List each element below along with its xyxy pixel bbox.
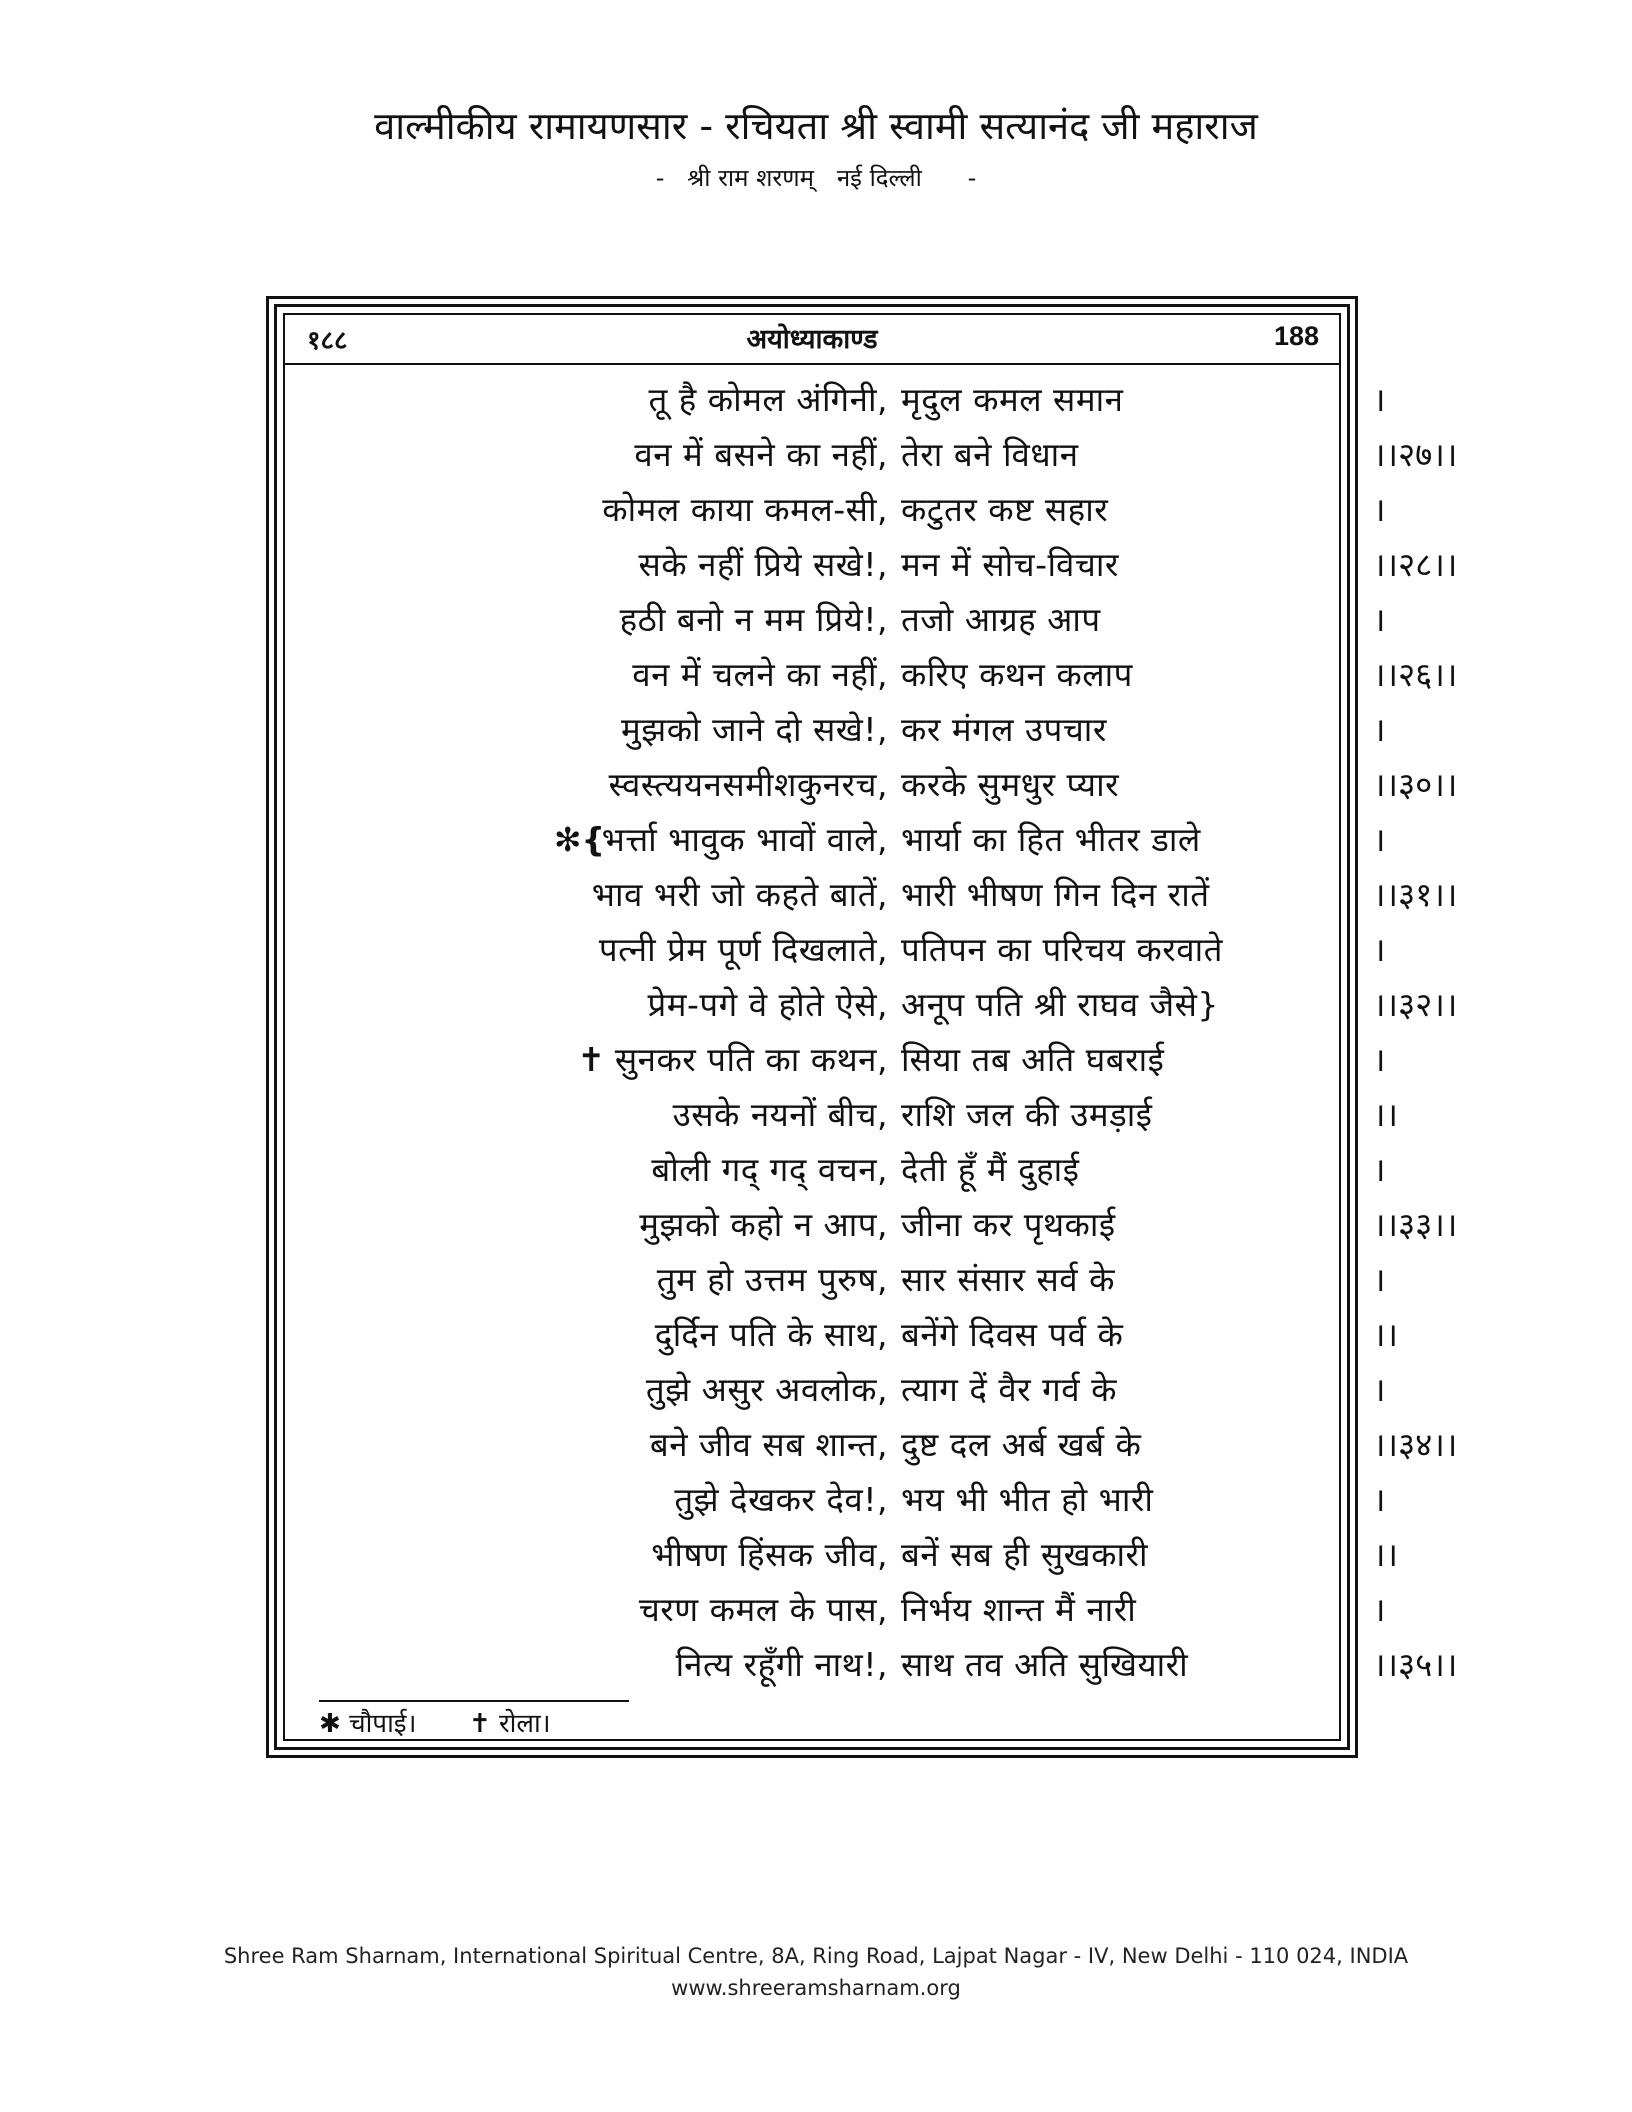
verse-second-half: साथ तव अति सुखियारी [901, 1645, 1189, 1684]
verse-line [283, 1087, 1399, 1142]
verse-second-half: करके सुमधुर प्यार [901, 765, 1120, 804]
verse-first-half: तू है कोमल अंगिनी, [648, 380, 888, 419]
verse-line [283, 922, 1386, 977]
document-subtitle: - श्री राम शरणम् नई दिल्ली - [655, 164, 977, 192]
verse-first-half: भर्त्ता भावुक भावों वाले, [601, 820, 888, 859]
verse-end-mark: ।।३५।। [1373, 1645, 1458, 1684]
verse-second-half: जीना कर पृथकाई [901, 1205, 1116, 1244]
verse-line [283, 1472, 1386, 1527]
verse-end-mark: । [1373, 1480, 1386, 1519]
verse-end-mark: । [1373, 380, 1386, 419]
verse-end-mark: । [1373, 1040, 1386, 1079]
verse-line [283, 1252, 1386, 1307]
verse-line [283, 977, 1458, 1032]
verse-second-half: तेरा बने विधान [901, 435, 1079, 474]
verse-line [283, 1417, 1458, 1472]
verse-line [283, 1032, 1386, 1087]
verse-first-half: हठी बनो न मम प्रिये!, [619, 600, 888, 639]
verse-line [283, 867, 1458, 922]
verse-first-half: नित्य रहूँगी नाथ!, [675, 1645, 888, 1684]
verse-line [283, 482, 1386, 537]
verse-first-half: तुझे देखकर देव!, [674, 1480, 888, 1519]
verse-end-mark: ।।३१।। [1373, 875, 1458, 914]
verse-second-half: मन में सोच-विचार [901, 545, 1119, 584]
verse-end-mark: । [1373, 600, 1386, 639]
verse-end-mark: । [1373, 710, 1386, 749]
verse-second-half: करिए कथन कलाप [901, 655, 1133, 694]
footer-address: Shree Ram Sharnam, International Spiritual Centre, 8A, Ring Road, Lajpat Nagar - IV, New Delhi - 110 024, INDIA [223, 1944, 1409, 1968]
verse-second-half: सार संसार सर्व के [901, 1260, 1115, 1299]
verse-end-mark: ।।२७।। [1373, 435, 1458, 474]
verse-first-half: सके नहीं प्रिये सखे!, [638, 545, 888, 584]
document-title: वाल्मीकीय रामायणसार - रचियता श्री स्वामी सत्यानंद जी महाराज [374, 104, 1258, 148]
verse-second-half: भारी भीषण गिन दिन रातें [901, 875, 1210, 914]
verse-first-half: चरण कमल के पास, [638, 1590, 888, 1629]
verse-end-mark: । [1373, 1370, 1386, 1409]
section-title: अयोध्याकाण्ड [746, 324, 878, 355]
verse-end-mark: ।। [1373, 1095, 1399, 1134]
footer-url: www.shreeramsharnam.org [671, 1976, 961, 2000]
verse-line [283, 427, 1458, 482]
verse-line [283, 812, 1386, 867]
verse-first-half: भाव भरी जो कहते बातें, [591, 875, 888, 914]
verse-end-mark: । [1373, 1590, 1386, 1629]
running-head [283, 313, 1341, 365]
verse-line [283, 1307, 1399, 1362]
verse-line [283, 702, 1386, 757]
asterisk-icon: ✱ [319, 1709, 341, 1739]
verse-first-half: वन में चलने का नहीं, [632, 655, 888, 694]
verse-marker: ✝ [577, 1040, 605, 1079]
verse-end-mark: ।।२६।। [1373, 655, 1458, 694]
verse-first-half: पत्नी प्रेम पूर्ण दिखलाते, [598, 930, 888, 969]
verse-marker: ✻{ [553, 820, 605, 859]
verse-second-half: भार्या का हित भीतर डाले [901, 820, 1201, 859]
verse-second-half: दुष्ट दल अर्ब खर्ब के [901, 1425, 1142, 1464]
footnote-divider [319, 1700, 629, 1702]
verse-first-half: भीषण हिंसक जीव, [651, 1535, 888, 1574]
verse-line [283, 1527, 1399, 1582]
verse-line [283, 1362, 1386, 1417]
verse-second-half: अनूप पति श्री राघव जैसे} [901, 985, 1219, 1024]
verse-second-half: सिया तब अति घबराई [901, 1040, 1165, 1079]
verse-end-mark: । [1373, 930, 1386, 969]
verse-line [283, 647, 1458, 702]
verse-first-half: बने जीव सब शान्त, [649, 1425, 888, 1464]
verse-first-half: तुम हो उत्तम पुरुष, [656, 1260, 888, 1299]
verse-first-half: प्रेम-पगे वे होते ऐसे, [647, 985, 888, 1024]
verse-end-mark: ।। [1373, 1315, 1399, 1354]
page-number: 188 [1273, 321, 1319, 351]
verse-second-half: भय भी भीत हो भारी [901, 1480, 1154, 1519]
verse-end-mark: । [1373, 490, 1386, 529]
verse-second-half: मृदुल कमल समान [901, 380, 1124, 419]
footnote-label-chaupai: चौपाई। [349, 1709, 417, 1739]
verse-second-half: कर मंगल उपचार [901, 710, 1107, 749]
verse-first-half: कोमल काया कमल-सी, [602, 490, 888, 529]
cross-icon: ✝ [468, 1709, 491, 1739]
verse-end-mark: ।।२८।। [1373, 545, 1458, 584]
verse-second-half: पतिपन का परिचय करवाते [901, 930, 1223, 969]
page-number-devanagari: १८८ [307, 326, 348, 356]
verse-end-mark: । [1373, 820, 1386, 859]
verse-line [283, 1582, 1386, 1637]
verse-first-half: सुनकर पति का कथन, [614, 1040, 888, 1079]
verse-second-half: निर्भय शान्त मैं नारी [901, 1590, 1137, 1629]
verse-line [283, 372, 1386, 427]
verse-end-mark: ।।३४।। [1373, 1425, 1458, 1464]
verse-line [283, 592, 1386, 647]
verse-second-half: देती हूँ मैं दुहाई [901, 1150, 1080, 1189]
verse-end-mark: ।।३२।। [1373, 985, 1458, 1024]
verse-first-half: मुझको कहो न आप, [639, 1205, 888, 1244]
verse-first-half: उसके नयनों बीच, [672, 1095, 888, 1134]
verse-block [283, 372, 1458, 1692]
verse-end-mark: ।।३३।। [1373, 1205, 1458, 1244]
verse-first-half: वन में बसने का नहीं, [634, 435, 888, 474]
verse-second-half: बनेंगे दिवस पर्व के [901, 1315, 1124, 1354]
verse-line [283, 1197, 1458, 1252]
footnotes [319, 1706, 551, 1742]
verse-line [283, 1142, 1386, 1197]
verse-first-half: दुर्दिन पति के साथ, [654, 1315, 888, 1354]
verse-second-half: राशि जल की उमड़ाई [901, 1095, 1153, 1134]
verse-second-half: त्याग दें वैर गर्व के [901, 1370, 1117, 1409]
verse-end-mark: । [1373, 1260, 1386, 1299]
verse-second-half: बनें सब ही सुखकारी [901, 1535, 1149, 1574]
verse-line [283, 757, 1458, 812]
verse-second-half: तजो आग्रह आप [901, 600, 1101, 639]
footnote-label-rola: रोला। [499, 1709, 551, 1739]
verse-first-half: मुझको जाने दो सखे!, [621, 710, 888, 749]
verse-end-mark: ।। [1373, 1535, 1399, 1574]
verse-first-half: बोली गद् गद् वचन, [651, 1150, 888, 1189]
verse-end-mark: । [1373, 1150, 1386, 1189]
verse-end-mark: ।।३०।। [1373, 765, 1458, 804]
verse-first-half: तुझे असुर अवलोक, [645, 1370, 888, 1409]
verse-second-half: कटुतर कष्ट सहार [901, 490, 1109, 529]
verse-first-half: स्वस्त्ययनसमीशकुनरच, [608, 765, 888, 804]
verse-line [283, 537, 1458, 592]
verse-line [283, 1637, 1458, 1692]
